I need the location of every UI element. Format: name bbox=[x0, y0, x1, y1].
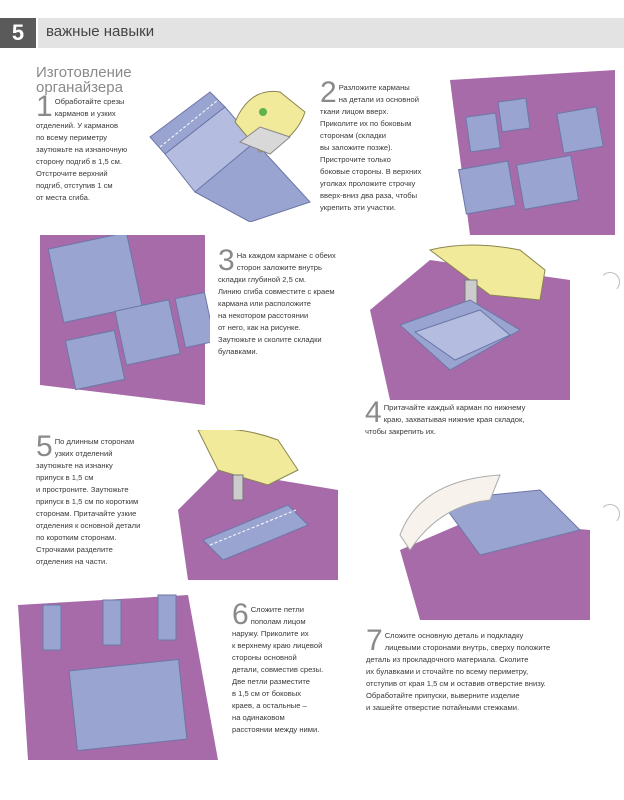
illustration-folded-pockets bbox=[40, 235, 210, 410]
illustration-loops bbox=[18, 585, 218, 760]
step-7 bbox=[366, 624, 576, 714]
illustration-lining bbox=[380, 470, 590, 620]
step-number: 3 bbox=[218, 244, 235, 277]
step-number: 4 bbox=[365, 396, 382, 429]
step-text: Разложите карманы на детали из основной ткани лицом вверх. Приколите их по боковым сторонам (складки вы заложите позже). Пристрочите только боковые стороны. В верхних уголках проложите строчку вверх-вниз два раза, чтобы укрепить эти участки. bbox=[320, 83, 422, 212]
page-header bbox=[0, 18, 624, 48]
illustration-sewing-compartment bbox=[178, 430, 338, 580]
step-number: 1 bbox=[36, 90, 53, 123]
step-5 bbox=[36, 430, 174, 568]
chapter-number: 5 bbox=[0, 18, 36, 48]
step-text: На каждом кармане с обеих сторон заложите внутрь складки глубиной 2,5 см. Линию сгиба совместите с краем кармана или расположите на некотором расстоянии от него, как на рисунке. Заутюжьте и сколите складки булавками. bbox=[218, 251, 336, 356]
step-text: Притачайте каждый карман по нижнему краю, захватывая нижние края складок, чтобы закрепить их. bbox=[365, 403, 526, 436]
step-number: 2 bbox=[320, 76, 337, 109]
illustration-ironing bbox=[140, 82, 320, 222]
step-text: Обработайте срезы карманов и узких отделений. У карманов по всему периметру заутюжьте на изнаночную сторону подгиб в 1,5 см. Отстрочите верхний подгиб, отступив 1 см от места сгиба. bbox=[36, 97, 128, 202]
step-3 bbox=[218, 244, 368, 358]
binder-hole bbox=[600, 272, 620, 292]
header-title: важные навыки bbox=[46, 23, 155, 40]
step-2 bbox=[320, 76, 448, 214]
step-number: 5 bbox=[36, 430, 53, 463]
illustration-sewing-pocket bbox=[370, 240, 570, 400]
step-text: Сложите основную деталь и подкладку лицевыми сторонами внутрь, сверху положите деталь из прокладочного материала. Сколите их булавками и сточайте по всему периметру, отступив от края 1,5 см и оставив отверстие внизу. Обработайте припуски, выверните изделие и зашейте отверстие потайными стежками. bbox=[366, 631, 551, 712]
step-text: По длинным сторонам узких отделений заутюжьте на изнанку припуск в 1,5 см и простроните. Заутюжьте припуск в 1,5 см по коротким сторонам. Притачайте узкие отделения к основной детали по коротким сторонам. Строчками разделите отделения на части. bbox=[36, 437, 141, 566]
binder-hole bbox=[600, 504, 620, 524]
step-number: 7 bbox=[366, 624, 383, 657]
step-4 bbox=[365, 396, 565, 438]
illustration-pockets-on-fabric bbox=[440, 70, 620, 240]
step-6 bbox=[232, 598, 348, 736]
step-text: Сложите петли пополам лицом наружу. Приколите их к верхнему краю лицевой стороны основной детали, совместив срезы. Две петли разместите в 1,5 см от боковых краев, а остальные – на одинаковом расстоянии между ними. bbox=[232, 605, 324, 734]
section-title: Изготовление органайзера bbox=[36, 64, 132, 96]
step-number: 6 bbox=[232, 598, 249, 631]
